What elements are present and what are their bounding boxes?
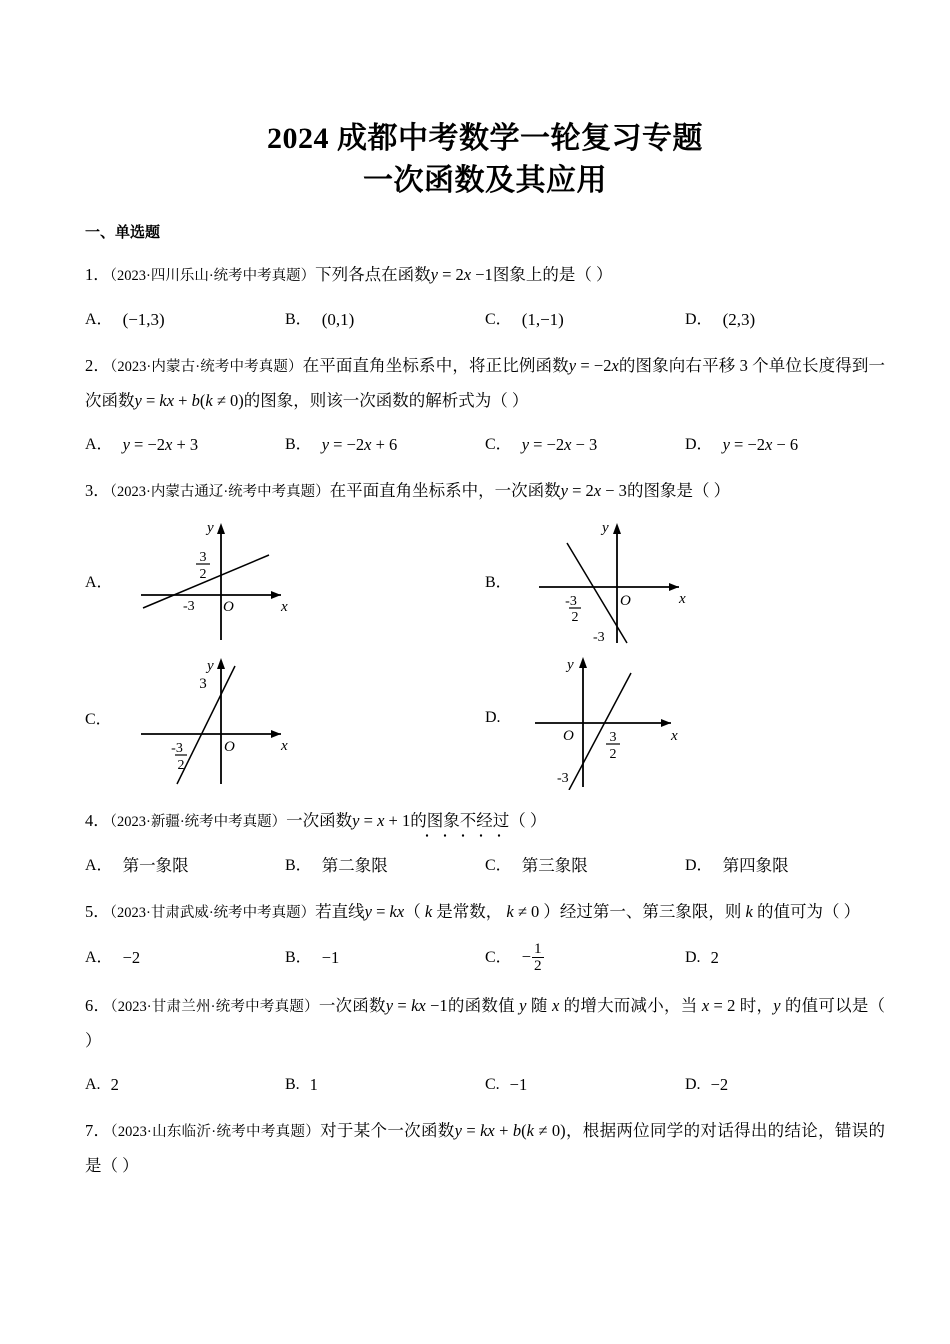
question-1-options	[85, 305, 885, 335]
question-5-stem-tail: （ ）	[823, 902, 861, 921]
svg-text:2: 2	[609, 747, 617, 762]
svg-text:y: y	[567, 657, 574, 673]
svg-text:y: y	[207, 520, 214, 536]
option-6-d[interactable]	[685, 1070, 885, 1100]
option-1-a[interactable]	[85, 305, 285, 335]
svg-text:O: O	[224, 738, 235, 755]
option-6-a-label: A.	[85, 1075, 101, 1093]
svg-text:-3: -3	[171, 740, 183, 756]
option-2-d-value: y = −2x − 6	[722, 435, 799, 454]
option-6-d-value: −2	[710, 1074, 729, 1094]
svg-text:3: 3	[609, 730, 617, 745]
graph-d-figure	[521, 645, 721, 790]
option-1-b-value: (0,1)	[321, 310, 355, 329]
question-4-options	[85, 851, 885, 881]
question-4-stem: 一次函数	[286, 811, 353, 830]
svg-text:x: x	[281, 737, 288, 754]
section-heading: 一、单选题	[85, 225, 161, 241]
svg-text:-3: -3	[557, 771, 569, 786]
graph-option-a-label: A．	[85, 573, 113, 591]
title-line-1: 2024 成都中考数学一轮复习专题	[267, 122, 703, 155]
option-2-b-value: y = −2x + 6	[321, 435, 398, 454]
option-5-d[interactable]	[685, 942, 885, 975]
question-6-number: 6．	[85, 995, 111, 1015]
option-1-d-value: (2,3)	[722, 310, 756, 329]
option-4-a-value: 第一象限	[122, 856, 189, 875]
question-2-source: （2023·内蒙古·统考中考真题）	[110, 359, 303, 375]
graph-a-figure	[121, 515, 321, 645]
option-4-a[interactable]	[85, 851, 285, 881]
option-1-d[interactable]	[685, 305, 885, 335]
option-1-d-label: D．	[685, 311, 713, 328]
svg-text:-3: -3	[593, 630, 605, 645]
question-5	[85, 895, 885, 930]
question-2	[85, 349, 885, 418]
question-6-stem-mid: 的函数值 y 随 x 的增大而减小，当 x = 2 时，y 的值可以是	[447, 995, 869, 1015]
question-1-stem-tail: 图象上的是（ ）	[492, 265, 613, 284]
option-5-b[interactable]	[285, 942, 485, 975]
page-title	[85, 0, 885, 202]
question-1-number: 1．	[85, 265, 110, 284]
option-4-d-label: D．	[685, 857, 713, 874]
option-6-b[interactable]	[285, 1070, 485, 1100]
option-2-d[interactable]	[685, 430, 885, 460]
question-4-stem-tail: （ ）	[509, 811, 547, 830]
graph-option-b-label: B．	[485, 573, 512, 591]
question-2-formula-2: y = kx + b(k ≠ 0)	[134, 391, 244, 410]
option-4-b-value: 第二象限	[321, 856, 388, 875]
option-6-a[interactable]	[85, 1070, 285, 1100]
option-5-a-label: A．	[85, 949, 113, 967]
option-5-b-value: −1	[321, 948, 340, 968]
question-3-graph-options	[85, 515, 885, 790]
graph-option-c[interactable]	[85, 645, 485, 790]
option-2-c-label: C．	[485, 436, 512, 453]
graph-option-b[interactable]	[485, 515, 885, 645]
graph-row-1	[85, 515, 885, 645]
option-5-c-label: C．	[485, 949, 512, 967]
question-4-stem-emph: 的图象不经过	[410, 804, 509, 838]
option-1-a-label: A．	[85, 311, 113, 328]
option-2-d-label: D．	[685, 436, 713, 453]
question-2-formula: y = −2x	[568, 356, 619, 375]
question-6-stem-tail: （ ）	[85, 995, 886, 1050]
question-4-number: 4．	[85, 811, 110, 830]
option-1-c[interactable]	[485, 305, 685, 335]
question-5-stem-mid: （ k 是常数， k ≠ 0 ）经过第一、第三象限，则 k 的值可为	[404, 902, 823, 921]
title-line-2: 一次函数及其应用	[363, 164, 607, 197]
question-1-formula: y = 2x −1	[430, 265, 493, 284]
question-5-formula: y = kx	[364, 902, 405, 921]
question-1	[85, 258, 885, 293]
question-2-number: 2．	[85, 356, 111, 375]
graph-option-c-label: C．	[85, 711, 112, 728]
option-4-b-label: B．	[285, 857, 312, 874]
question-3-formula: y = 2x − 3	[560, 481, 627, 500]
option-4-c-value: 第三象限	[521, 856, 588, 875]
question-6-source: （2023·甘肃兰州·统考中考真题）	[110, 998, 319, 1015]
svg-text:O: O	[620, 593, 631, 609]
option-5-a[interactable]	[85, 942, 285, 975]
graph-option-d[interactable]	[485, 645, 885, 790]
question-1-source: （2023·四川乐山·统考中考真题）	[109, 268, 316, 284]
option-6-a-value: 2	[110, 1074, 119, 1094]
svg-text:x: x	[679, 591, 686, 607]
svg-text:y: y	[602, 520, 609, 536]
question-6-formula: y = kx −1	[385, 995, 448, 1015]
option-1-a-value: (−1,3)	[122, 310, 165, 329]
question-2-options	[85, 430, 885, 460]
option-5-c-value: − $\frac{1}{2}$	[521, 940, 542, 974]
question-4-formula: y = x + 1	[352, 811, 411, 830]
option-5-d-value: 2	[710, 948, 719, 968]
question-3-number: 3．	[85, 481, 110, 500]
question-7-formula: y = kx + b(k ≠ 0)	[454, 1120, 566, 1140]
svg-text:3: 3	[199, 675, 207, 692]
question-1-stem: 下列各点在函数	[315, 265, 431, 284]
question-7-stem: 对于某个一次函数	[320, 1120, 455, 1140]
question-3-source: （2023·内蒙古通辽·统考中考真题）	[109, 484, 330, 500]
question-2-stem: 在平面直角坐标系中，将正比例函数	[302, 356, 569, 375]
svg-text:2: 2	[571, 610, 579, 625]
svg-text:x: x	[671, 728, 678, 744]
option-2-b-label: B．	[285, 436, 312, 453]
question-7-source: （2023·山东临沂·统考中考真题）	[110, 1123, 321, 1140]
svg-text:O: O	[223, 599, 234, 615]
question-3-stem: 在平面直角坐标系中，一次函数	[329, 481, 561, 500]
option-1-c-label: C．	[485, 311, 512, 328]
question-6-options	[85, 1070, 885, 1100]
question-4-source: （2023·新疆·统考中考真题）	[109, 814, 287, 830]
question-3	[85, 474, 885, 509]
option-4-c-label: C．	[485, 857, 512, 874]
svg-text:-3: -3	[565, 594, 577, 609]
option-4-a-label: A．	[85, 857, 113, 874]
option-1-c-value: (1,−1)	[521, 310, 564, 329]
question-3-stem-tail: 的图象是（ ）	[626, 481, 731, 500]
question-7	[85, 1114, 885, 1183]
option-2-a-label: A．	[85, 436, 113, 453]
option-6-c-value: −1	[509, 1074, 528, 1094]
option-2-b[interactable]	[285, 430, 485, 460]
option-5-a-value: −2	[122, 948, 141, 968]
page-content	[85, 0, 885, 1183]
option-2-c[interactable]	[485, 430, 685, 460]
graph-row-2	[85, 645, 885, 790]
option-6-c[interactable]	[485, 1070, 685, 1100]
option-2-a-value: y = −2x + 3	[122, 435, 199, 454]
graph-option-d-label: D.	[485, 708, 501, 726]
graph-c-figure	[121, 648, 321, 788]
option-1-b[interactable]	[285, 305, 485, 335]
option-4-d[interactable]	[685, 851, 885, 881]
option-4-c[interactable]	[485, 851, 685, 881]
option-5-c[interactable]	[485, 942, 685, 975]
option-6-c-label: C.	[485, 1075, 500, 1093]
question-5-number: 5．	[85, 902, 110, 921]
graph-option-a[interactable]	[85, 515, 485, 645]
svg-text:3: 3	[199, 550, 207, 565]
question-6	[85, 989, 885, 1058]
question-2-stem-tail: 的图象，则该一次函数的解析式为（ ）	[243, 391, 529, 410]
svg-text:2: 2	[177, 757, 185, 773]
option-6-d-label: D.	[685, 1075, 701, 1093]
option-6-b-value: 1	[309, 1074, 318, 1094]
option-2-c-value: y = −2x − 3	[521, 435, 598, 454]
option-2-a[interactable]	[85, 430, 285, 460]
question-2-stem-mid: 的图象向右平移 3 个单位长度得到一次函数	[85, 356, 886, 410]
question-5-source: （2023·甘肃武威·统考中考真题）	[109, 905, 316, 921]
option-4-d-value: 第四象限	[722, 856, 789, 875]
question-4	[85, 804, 885, 839]
option-5-b-label: B．	[285, 949, 312, 967]
svg-text:x: x	[281, 599, 288, 615]
option-4-b[interactable]	[285, 851, 485, 881]
question-7-number: 7．	[85, 1120, 111, 1140]
option-1-b-label: B．	[285, 311, 312, 328]
svg-text:y: y	[207, 657, 214, 674]
question-7-stem-tail: ，根据两位同学的对话得出的结论，错误的是（ ）	[85, 1120, 885, 1175]
question-6-stem: 一次函数	[318, 995, 386, 1015]
svg-text:-3: -3	[183, 599, 195, 614]
fraction-one-half: $\frac{1}{2}$	[534, 940, 542, 974]
question-5-stem: 若直线	[315, 902, 365, 921]
graph-b-figure	[521, 515, 721, 645]
option-6-b-label: B.	[285, 1075, 300, 1093]
svg-text:2: 2	[199, 567, 207, 582]
option-5-d-label: D.	[685, 949, 701, 967]
question-5-options	[85, 942, 885, 975]
svg-text:O: O	[563, 728, 574, 744]
